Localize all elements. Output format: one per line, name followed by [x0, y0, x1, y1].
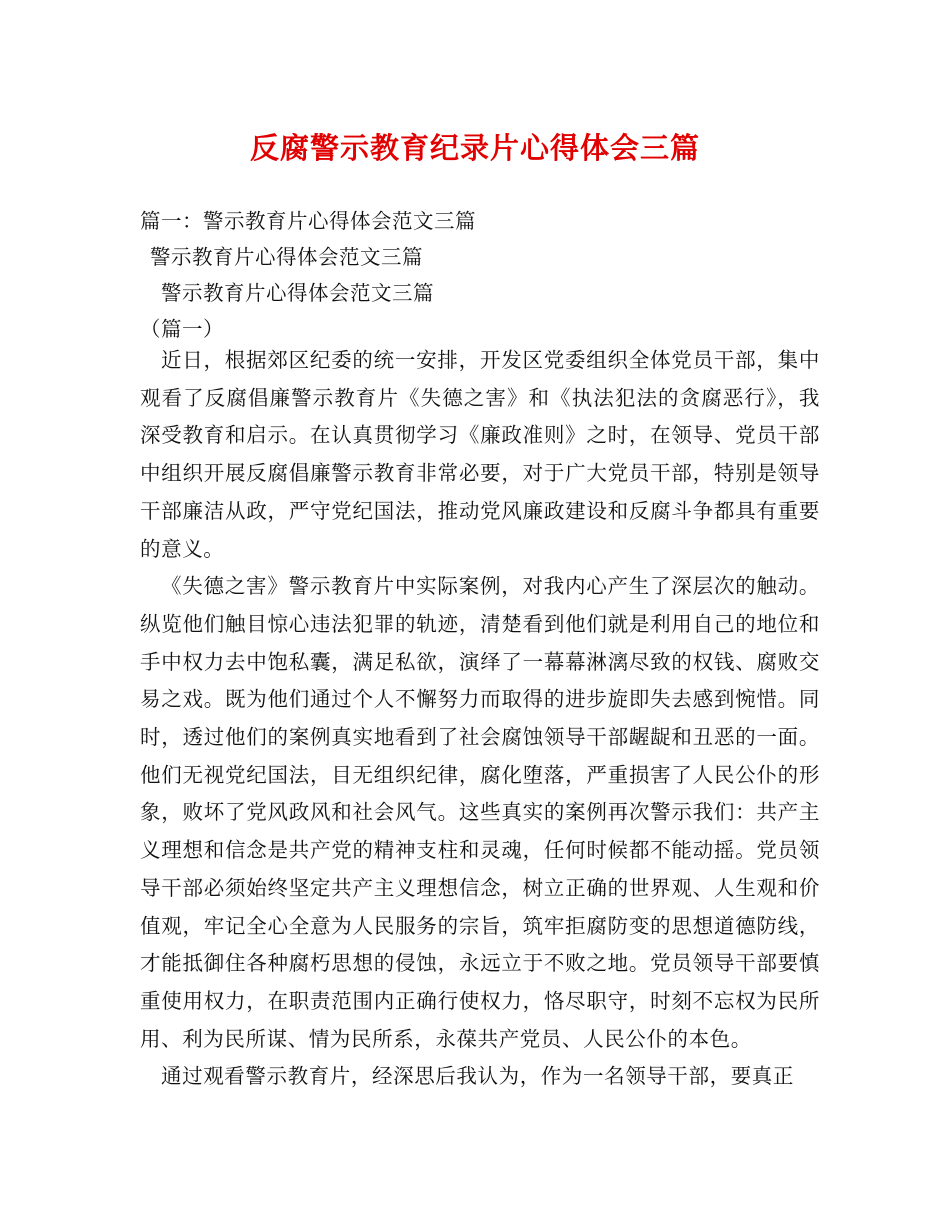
paragraph-1: 近日，根据郊区纪委的统一安排，开发区党委组织全体党员干部，集中观看了反腐倡廉警示教育片《失德之害》和《执法犯法的贪腐恶行》，我深受教育和启示。在认真贯彻学习《廉政准则》之时，在领导、党员干部中组织开展反腐倡廉警示教育非常必要，对于广大党员干部，特别是领导干部廉洁从政，严守党纪国法，推动党风廉政建设和反腐斗争都具有重要的意义。 — [140, 348, 820, 561]
document-title: 反腐警示教育纪录片心得体会三篇 — [249, 131, 700, 165]
part-one-heading: 篇一：警示教育片心得体会范文三篇 — [140, 209, 476, 233]
subtitle-line-1: 警示教育片心得体会范文三篇 — [150, 245, 423, 269]
section-label: （篇一） — [140, 317, 224, 341]
paragraph-3: 通过观看警示教育片，经深思后我认为，作为一名领导干部，要真正 — [161, 1064, 794, 1089]
paragraph-2: 《失德之害》警示教育片中实际案例，对我内心产生了深层次的触动。纵览他们触目惊心违法犯罪的轨迹，清楚看到他们就是利用自己的地位和手中权力去中饱私囊，满足私欲，演绎了一幕幕淋漓尽致的权钱、腐败交易之戏。既为他们通过个人不懈努力而取得的进步旋即失去感到惋惜。同时，透过他们的案例真实地看到了社会腐蚀领导干部龌龊和丑恶的一面。他们无视党纪国法，目无组织纪律，腐化堕落，严重损害了人民公仆的形象，败坏了党风政风和社会风气。这些真实的案例再次警示我们：共产主义理想和信念是共产党的精神支柱和灵魂，任何时候都不能动摇。党员领导干部必须始终坚定共产主义理想信念，树立正确的世界观、人生观和价值观，牢记全心全意为人民服务的宗旨，筑牢拒腐防变的思想道德防线，才能抵御住各种腐朽思想的侵蚀，永远立于不败之地。党员领导干部要慎重使用权力，在职责范围内正确行使权力，恪尽职守，时刻不忘权为民所用、利为民所谋、情为民所系，永葆共产党员、人民公仆的本色。 — [140, 574, 820, 1051]
subtitle-line-2: 警示教育片心得体会范文三篇 — [161, 281, 434, 305]
body-text — [140, 342, 820, 1096]
